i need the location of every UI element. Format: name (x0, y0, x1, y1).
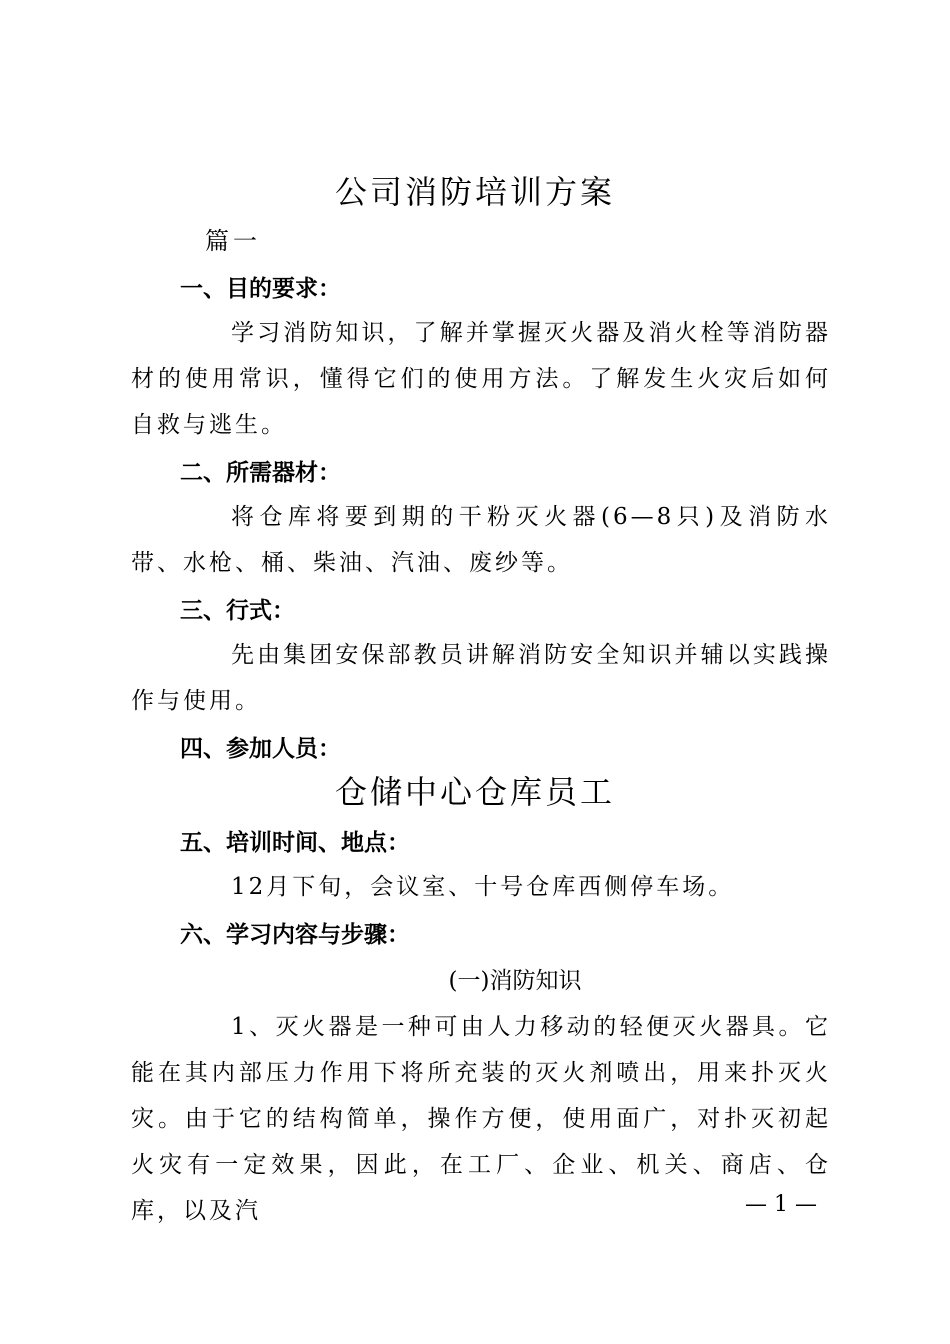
page-number: — 1 — (745, 1192, 817, 1217)
section-heading-format: 三、行式： (180, 598, 295, 624)
section-body-format: 先由集团安保部教员讲解消防安全知识并辅以实践操作与使用。 (131, 642, 831, 714)
section-body-equipment: 将仓库将要到期的干粉灭火器(6—8只)及消防水带、水枪、桶、柴油、汽油、废纱等。 (131, 504, 831, 576)
participants-text: 仓储中心仓库员工 (334, 773, 615, 811)
section-heading-participants: 四、参加人员： (180, 736, 341, 762)
section-body-time-place: 12月下旬，会议室、十号仓库西侧停车场。 (231, 874, 735, 900)
subsection-heading-fire-knowledge: (一)消防知识 (448, 968, 582, 994)
document-title: 公司消防培训方案 (334, 173, 615, 211)
section-body-fire-knowledge: 1、灭火器是一种可由人力移动的轻便灭火器具。它能在其内部压力作用下将所充装的灭火剂喷出，用来扑灭火灾。由于它的结构简单，操作方便，使用面广，对扑灭初起火灾有一定效果，因此，在工厂、企业、机关、商店、仓库，以及汽 (131, 1014, 831, 1224)
section-heading-time-place: 五、培训时间、地点： (180, 830, 410, 856)
section-heading-purpose: 一、目的要求： (180, 276, 341, 302)
section-heading-equipment: 二、所需器材： (180, 460, 341, 486)
section-heading-content-steps: 六、学习内容与步骤： (180, 922, 410, 948)
section-body-purpose: 学习消防知识，了解并掌握灭火器及消火栓等消防器材的使用常识，懂得它们的使用方法。了解发生火灾后如何自救与逃生。 (131, 320, 831, 438)
part-label: 篇一 (205, 227, 261, 255)
